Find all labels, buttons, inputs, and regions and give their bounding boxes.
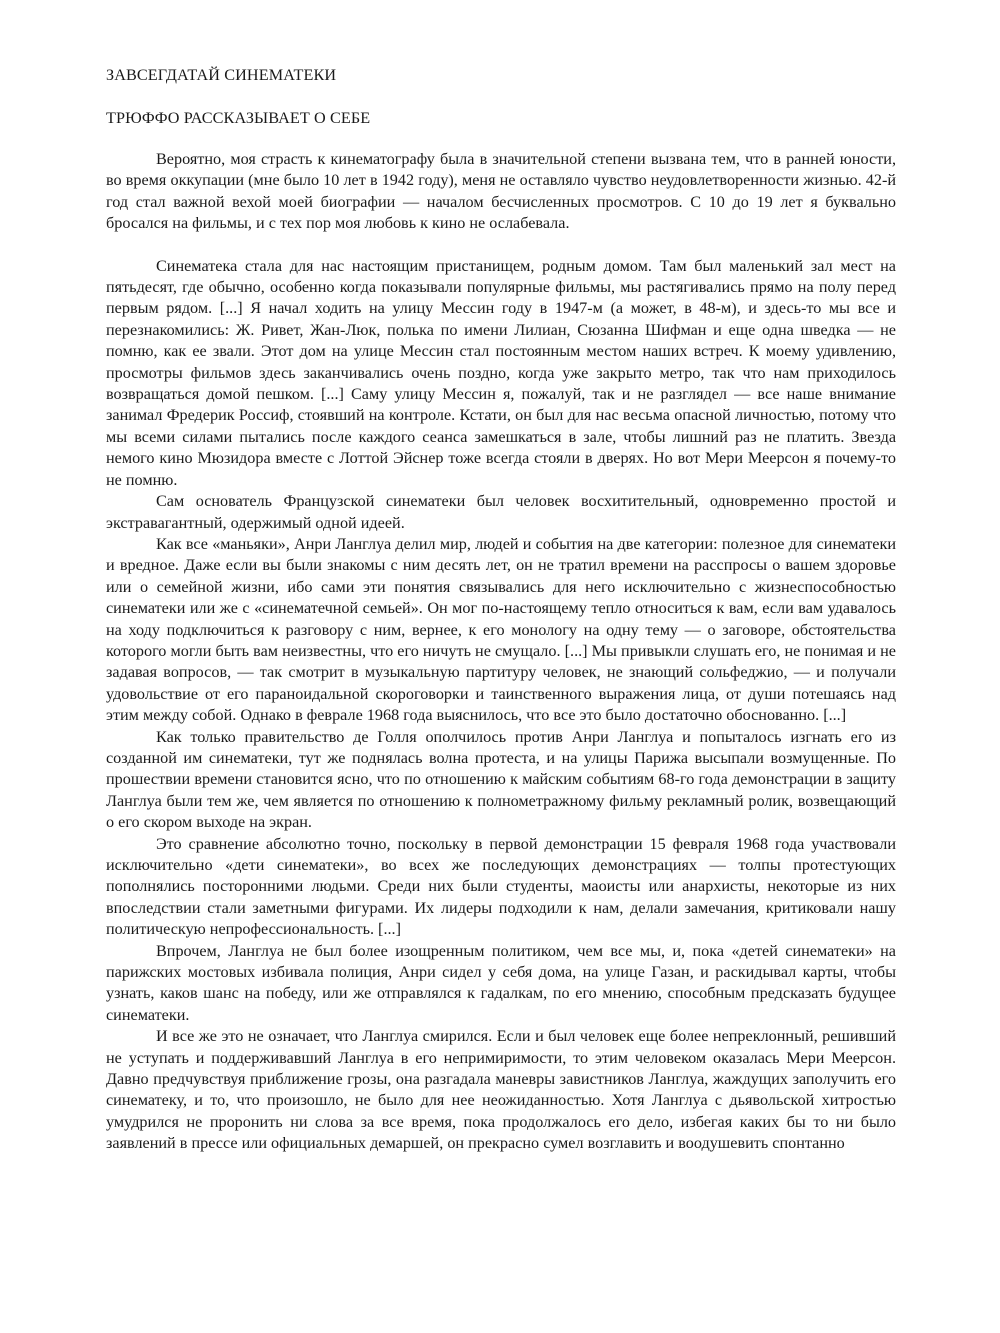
- paragraph-6: Это сравнение абсолютно точно, поскольку в первой демонстрации 15 февраля 1968 года участвовали исключительно «дети синематеки», во всех же последующих демонстрациях — толпы протестующих пополнялись посторонними людьми. Среди них были студенты, маоисты или анархисты, некоторые из них впоследствии стали заметными фигурами. Их лидеры подходили к нам, делали замечания, критиковали нашу политическую непрофессиональность. [...]: [106, 834, 896, 939]
- document-title: ЗАВСЕГДАТАЙ СИНЕМАТЕКИ: [106, 66, 337, 84]
- document-page: [106, 0, 896, 1155]
- paragraph-3: Сам основатель Французской синематеки был человек восхитительный, одновременно простой и экстравагантный, одержимый одной идеей.: [106, 492, 896, 532]
- paragraph-2: Синематека стала для нас настоящим пристанищем, родным домом. Там был маленький зал мест на пятьдесят, где обычно, особенно когда показывали популярные фильмы, мы растягивались прямо на полу перед первым рядом. [...] Я начал ходить на улицу Мессин году в 1947-м (а может, в 48-м), и здесь-то мы все и перезнакомились: Ж. Ривет, Жан-Люк, полька по имени Лилиан, Сюзанна Шифман и еще одна шведка — не помню, как ее звали. Этот дом на улице Мессин стал постоянным местом наших встреч. К моему удивлению, просмотры фильмов здесь заканчивались очень поздно, когда уже закрыто метро, так что нам приходилось возвращаться домой пешком. [...] Саму улицу Мессин я, пожалуй, так и не разглядел — все наше внимание занимал Фредерик Россиф, стоявший на контроле. Кстати, он был для нас весьма опасной личностью, потому что мы всеми силами пытались после каждого сеанса замешкаться в зале, чтобы лишний раз не платить. Звезда немого кино Мюзидора вместе с Лоттой Эйснер тоже всегда стояли в дверях. Но вот Мери Меерсон я почему-то не помню.: [106, 256, 896, 489]
- paragraph-7: Впрочем, Ланглуа не был более изощренным политиком, чем все мы, и, пока «детей синематеки» на парижских мостовых избивала полиция, Анри сидел у себя дома, на улице Газан, и раскидывал карты, чтобы узнать, каков шанс на победу, или же отправлялся к гадалкам, по его мнению, способным предсказать будущее синематеки.: [106, 941, 896, 1024]
- paragraph-8: И все же это не означает, что Ланглуа смирился. Если и был человек еще более непреклонный, решивший не уступать и поддерживавший Ланглуа в его непримиримости, то этим человеком оказалась Мери Меерсон. Давно предчувствуя приближение грозы, она разгадала маневры завистников Ланглуа, жаждущих заполучить его синематеку, и то, что произошло, не было для нее неожиданностью. Хотя Ланглуа с дьявольской хитростью умудрился не проронить ни слова за все время, пока продолжалось его дело, избегая каких бы то ни было заявлений в прессе или официальных демаршей, он прекрасно сумел возглавить и воодушевить спонтанно: [106, 1027, 896, 1153]
- document-body: [106, 149, 896, 1155]
- paragraph-5: Как только правительство де Голля ополчилось против Анри Ланглуа и попыталось изгнать его из созданной им синематеки, тут же поднялась волна протеста, и на улицы Парижа высыпали возмущенные. По прошествии времени становится ясно, что по отношению к майским событиям 68-го года демонстрации в защиту Ланглуа были тем же, чем является по отношению к полнометражному фильму рекламный ролик, возвещающий о его скором выходе на экран.: [106, 727, 896, 832]
- paragraph-4: Как все «маньяки», Анри Ланглуа делил мир, людей и события на две категории: полезное для синематеки и вредное. Даже если вы были знакомы с ним десять лет, он не тратил времени на расспросы о вашем здоровье или о семейной жизни, ибо сами эти понятия связывались для него исключительно с жизнеспособностью синематеки или же с «синематечной семьей». Он мог по-настоящему тепло относиться к вам, если вам удавалось на ходу подключиться к разговору с ним, вернее, к его монологу на одну тему — о заговоре, обстоятельства которого могли быть вам неизвестны, что его ничуть не смущало. [...] Мы привыкли слушать его, не понимая и не задавая вопросов, — так смотрит в музыкальную партитуру человек, не знающий сольфеджио, — и получали удовольствие от его параноидальной скороговорки и таинственного выражения лица, от души потешаясь над этим между собой. Однако в феврале 1968 года выяснилось, что все это было достаточно обоснованно. [...]: [106, 534, 896, 725]
- document-subtitle: ТРЮФФО РАССКАЗЫВАЕТ О СЕБЕ: [106, 109, 371, 127]
- paragraph-1: Вероятно, моя страсть к кинематографу была в значительной степени вызвана тем, что в ранней юности, во время оккупации (мне было 10 лет в 1942 году), меня не оставляло чувство неудовлетворенности жизнью. 42-й год стал важной вехой моей биографии — началом бесчисленных просмотров. С 10 до 19 лет я буквально бросался на фильмы, и с тех пор моя любовь к кино не ослабевала.: [106, 150, 896, 233]
